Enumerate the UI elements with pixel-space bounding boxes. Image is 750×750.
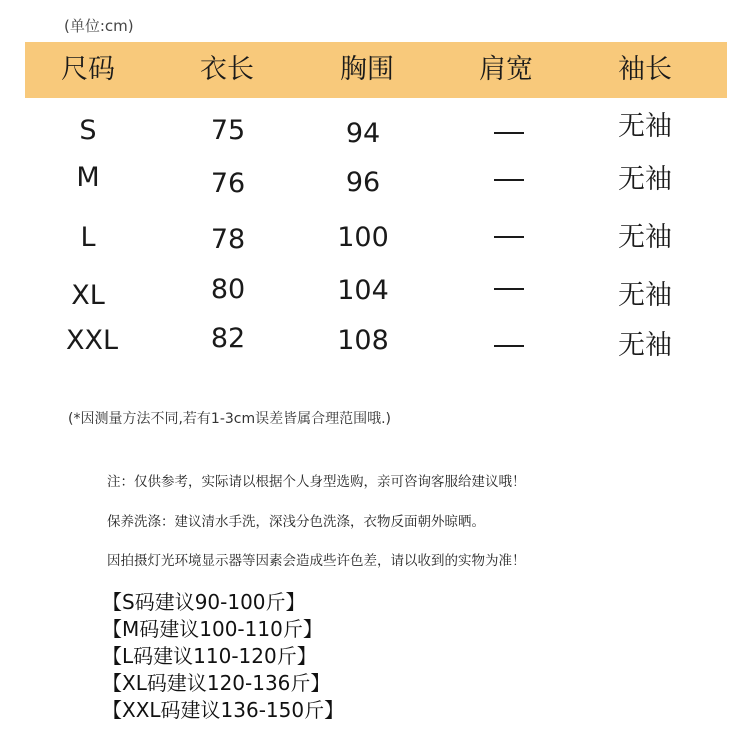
cell-length: 80 bbox=[210, 274, 246, 305]
table-row bbox=[0, 321, 750, 361]
cell-size: XL bbox=[71, 280, 105, 311]
cell-chest: 96 bbox=[345, 167, 381, 198]
cell-length: 76 bbox=[210, 168, 246, 199]
header-chest: 胸围 bbox=[340, 54, 394, 85]
recommendation-l: 【L码建议110-120斤】 bbox=[102, 644, 317, 668]
tip-care: 保养洗涤：建议清水手洗，深浅分色洗涤，衣物反面朝外晾晒。 bbox=[107, 514, 485, 530]
measurement-note: (*因测量方法不同,若有1-3cm误差皆属合理范围哦.) bbox=[68, 411, 392, 427]
cell-size: L bbox=[80, 222, 96, 253]
cell-size: S bbox=[79, 115, 97, 146]
cell-size: M bbox=[76, 162, 100, 193]
header-size: 尺码 bbox=[61, 54, 115, 85]
recommendation-m: 【M码建议100-110斤】 bbox=[102, 617, 323, 641]
tip-reference: 注：仅供参考，实际请以根据个人身型选购，亲可咨询客服给建议哦！ bbox=[107, 474, 526, 490]
cell-chest: 108 bbox=[337, 325, 389, 356]
cell-length: 75 bbox=[210, 115, 246, 146]
table-row bbox=[0, 160, 750, 200]
cell-sleeve: 无袖 bbox=[618, 280, 672, 311]
cell-shoulder bbox=[494, 179, 524, 181]
header-length: 衣长 bbox=[200, 54, 254, 85]
header-sleeve: 袖长 bbox=[618, 54, 672, 85]
cell-sleeve: 无袖 bbox=[618, 111, 672, 142]
recommendation-xxl: 【XXL码建议136-150斤】 bbox=[102, 698, 345, 722]
table-row bbox=[0, 111, 750, 151]
cell-sleeve: 无袖 bbox=[618, 164, 672, 195]
cell-size: XXL bbox=[65, 325, 119, 356]
table-row bbox=[0, 218, 750, 258]
cell-length: 82 bbox=[210, 323, 246, 354]
unit-label: (单位:cm) bbox=[64, 17, 134, 35]
cell-chest: 104 bbox=[337, 275, 389, 306]
cell-length: 78 bbox=[210, 224, 246, 255]
table-row bbox=[0, 274, 750, 314]
cell-shoulder bbox=[494, 345, 524, 347]
recommendation-s: 【S码建议90-100斤】 bbox=[102, 590, 306, 614]
cell-chest: 94 bbox=[345, 118, 381, 149]
tip-color: 因拍摄灯光环境显示器等因素会造成些许色差，请以收到的实物为准！ bbox=[107, 553, 526, 569]
cell-sleeve: 无袖 bbox=[618, 330, 672, 361]
cell-shoulder bbox=[494, 132, 524, 134]
recommendation-xl: 【XL码建议120-136斤】 bbox=[102, 671, 331, 695]
cell-shoulder bbox=[494, 236, 524, 238]
cell-sleeve: 无袖 bbox=[618, 222, 672, 253]
header-shoulder: 肩宽 bbox=[479, 54, 533, 85]
cell-shoulder bbox=[494, 288, 524, 290]
cell-chest: 100 bbox=[337, 222, 389, 253]
size-table-header bbox=[25, 42, 727, 98]
